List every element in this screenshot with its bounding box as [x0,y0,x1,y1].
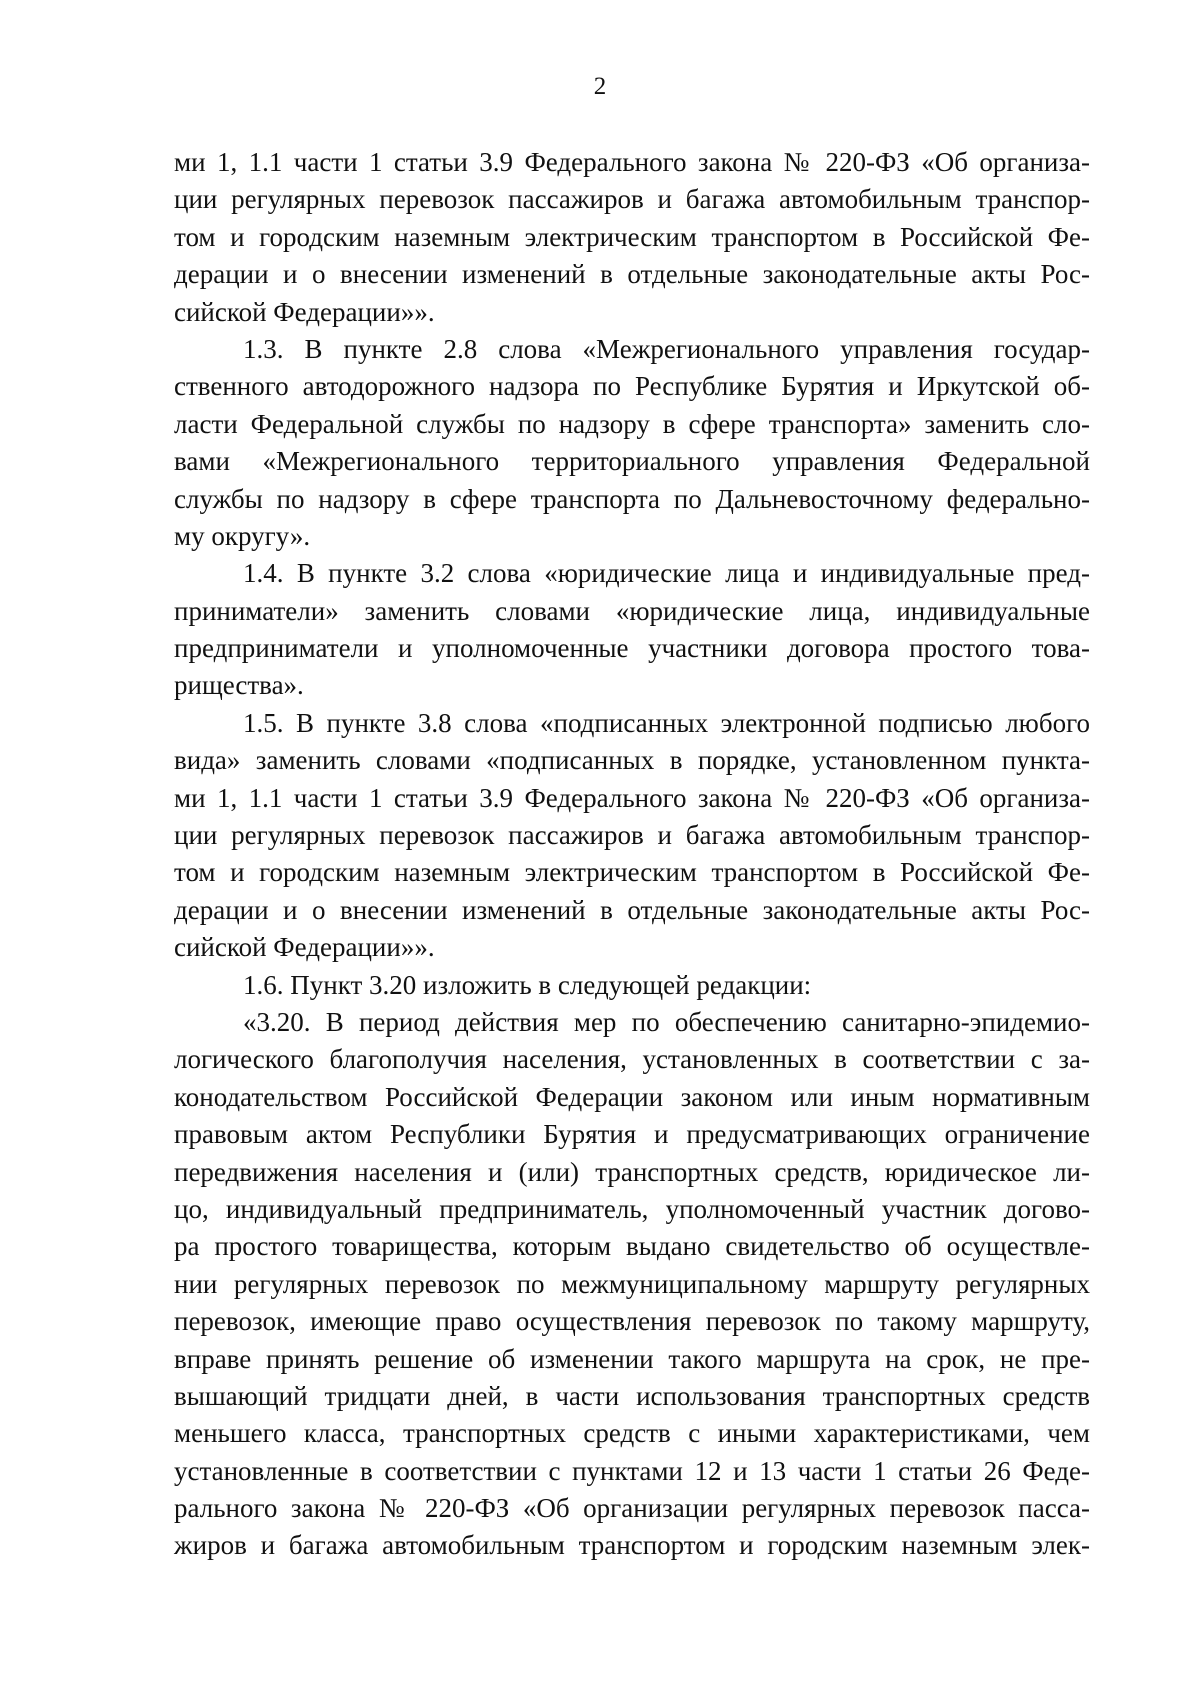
text-line: дерации и о внесении изменений в отдельные законодательные акты Рос- [174,259,1090,290]
document-body [174,144,1090,1565]
text-line: логического благополучия населения, установленных в соответствии с за- [174,1044,1090,1075]
text-line: нии регулярных перевозок по межмуниципальному маршруту регулярных [174,1268,1090,1299]
text-line: конодательством Российской Федерации законом или иным нормативным [174,1081,1090,1112]
text-line: вида» заменить словами «подписанных в порядке, установленном пункта- [174,745,1090,776]
paragraph [174,705,1090,967]
text-line: предприниматели и уполномоченные участники договора простого това- [174,633,1090,664]
text-line: ласти Федеральной службы по надзору в сфере транспорта» заменить сло- [174,408,1090,439]
text-line: ственного автодорожного надзора по Республике Бурятия и Иркутской об- [174,371,1090,402]
text-line: 1.6. Пункт 3.20 изложить в следующей редакции: [243,969,812,1000]
text-line: ра простого товарищества, которым выдано свидетельство об осуществле- [174,1231,1090,1262]
text-line: 1.3. В пункте 2.8 слова «Межрегионального управления государ- [243,333,1090,364]
text-line: жиров и багажа автомобильным транспортом и городским наземным элек- [174,1530,1090,1561]
paragraph [174,555,1090,705]
paragraph [174,331,1090,555]
text-line: сийской Федерации»». [174,932,435,963]
paragraph [174,1004,1090,1565]
text-line: том и городским наземным электрическим транспортом в Российской Фе- [174,857,1090,888]
paragraph [174,967,1090,1004]
text-line: рального закона № 220-ФЗ «Об организации регулярных перевозок пасса- [174,1493,1090,1524]
text-line: вправе принять решение об изменении такого маршрута на срок, не пре- [174,1343,1090,1374]
text-line: вышающий тридцати дней, в части использования транспортных средств [174,1380,1090,1411]
text-line: «3.20. В период действия мер по обеспечению санитарно-эпидемио- [243,1006,1090,1037]
text-line: ми 1, 1.1 части 1 статьи 3.9 Федерального закона № 220-ФЗ «Об организа- [174,147,1090,177]
text-line: ции регулярных перевозок пассажиров и багажа автомобильным транспор- [174,820,1090,851]
text-line: рищества». [174,670,304,701]
text-line: меньшего класса, транспортных средств с иными характеристиками, чем [174,1418,1090,1449]
text-line: дерации и о внесении изменений в отдельные законодательные акты Рос- [174,894,1090,925]
text-line: передвижения населения и (или) транспортных средств, юридическое ли- [174,1156,1090,1187]
text-line: 1.5. В пункте 3.8 слова «подписанных электронной подписью любого [243,707,1090,738]
text-line: ции регулярных перевозок пассажиров и багажа автомобильным транспор- [174,184,1090,215]
paragraph [174,144,1090,331]
text-line: службы по надзору в сфере транспорта по Дальневосточному федерально- [174,483,1090,514]
text-line: му округу». [174,520,311,551]
text-line: приниматели» заменить словами «юридические лица, индивидуальные [174,595,1090,626]
text-line: ми 1, 1.1 части 1 статьи 3.9 Федерального закона № 220-ФЗ «Об организа- [174,782,1090,813]
text-line: правовым актом Республики Бурятия и предусматривающих ограничение [174,1119,1090,1150]
text-line: перевозок, имеющие право осуществления перевозок по такому маршруту, [174,1306,1090,1337]
text-line: сийской Федерации»». [174,296,435,327]
text-line: установленные в соответствии с пунктами 12 и 13 части 1 статьи 26 Феде- [174,1455,1090,1486]
text-line: том и городским наземным электрическим транспортом в Российской Фе- [174,221,1090,252]
text-line: вами «Межрегионального территориального управления Федеральной [174,446,1090,477]
page-number: 2 [593,73,607,100]
text-line: цо, индивидуальный предприниматель, уполномоченный участник догово- [174,1193,1090,1224]
text-line: 1.4. В пункте 3.2 слова «юридические лица и индивидуальные пред- [243,558,1090,589]
